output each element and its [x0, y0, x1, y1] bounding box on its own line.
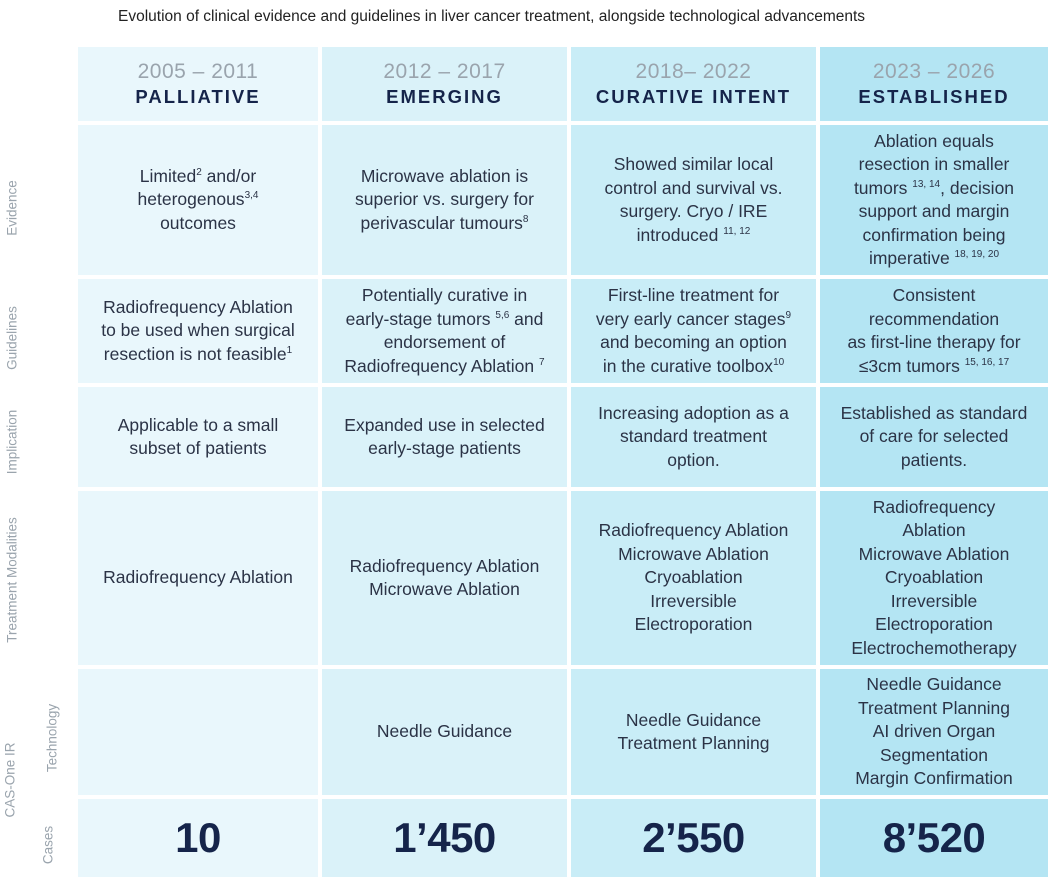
phase-label: PALLIATIVE: [135, 86, 261, 107]
line-text: patients.: [900, 449, 968, 470]
line-text: First-line treatment for: [607, 285, 780, 305]
technology-cell: [571, 669, 816, 795]
line-text: Radiofrequency Ablation: [344, 355, 539, 376]
evidence-cell: [820, 125, 1048, 275]
modalities-line: [369, 578, 520, 602]
line-text: Microwave ablation is: [360, 165, 529, 186]
line-text: Cryoablation: [644, 567, 743, 588]
evidence-line: [140, 165, 256, 189]
line-text: Margin Confirmation: [855, 768, 1013, 789]
line-text: AI driven Organ: [872, 721, 996, 742]
line-text: very early cancer stages: [595, 308, 786, 329]
guidelines-line: [596, 308, 791, 332]
guidelines-cell: [78, 279, 318, 383]
modalities-line: [103, 566, 293, 590]
row-label-guidelines: Guidelines: [4, 306, 20, 370]
row-label-cas-one-ir: CAS-One IR: [2, 742, 18, 818]
line-text: , decision: [940, 177, 1015, 198]
reference-superscript: 9: [785, 309, 792, 321]
technology-line: [617, 732, 769, 756]
modalities-line: [885, 566, 983, 590]
guidelines-line: [104, 343, 292, 367]
cases-cell: [820, 799, 1048, 877]
evidence-line: [863, 224, 1006, 248]
modalities-line: [873, 496, 996, 520]
line-text: control and survival vs.: [604, 177, 783, 198]
line-text: Consistent: [892, 285, 976, 305]
line-text: endorsement of: [383, 332, 506, 352]
reference-superscript: 13, 14: [912, 178, 941, 190]
evidence-line: [869, 247, 999, 271]
line-text: Electroporation: [875, 614, 993, 635]
line-text: Expanded use in selected: [344, 414, 545, 435]
phase-label: ESTABLISHED: [858, 86, 1010, 107]
line-text: ≤3cm tumors: [858, 355, 965, 376]
line-text: option.: [667, 449, 720, 470]
reference-superscript: 11, 12: [723, 225, 751, 237]
line-text: recommendation: [868, 308, 1000, 329]
line-text: Limited: [139, 165, 197, 186]
line-text: to be used when surgical: [101, 320, 295, 341]
reference-superscript: 15, 16, 17: [964, 356, 1010, 368]
line-text: Needle Guidance: [376, 721, 513, 742]
technology-cell: [78, 669, 318, 795]
technology-cell: [820, 669, 1048, 795]
line-text: Radiofrequency Ablation: [103, 296, 293, 317]
line-text: as first-line therapy for: [847, 332, 1021, 352]
modalities-line: [618, 543, 769, 567]
row-label-technology: Technology: [44, 703, 60, 773]
line-text: confirmation being: [862, 224, 1006, 245]
evidence-line: [355, 188, 534, 212]
reference-superscript: 18, 19, 20: [954, 249, 1000, 261]
guidelines-line: [869, 308, 999, 332]
line-text: Irreversible: [650, 590, 737, 611]
technology-line: [880, 744, 988, 768]
line-text: Radiofrequency Ablation: [103, 567, 293, 588]
column-header: [322, 47, 567, 121]
line-text: Segmentation: [880, 744, 988, 765]
guidelines-line: [859, 355, 1009, 379]
implication-cell: [322, 387, 567, 487]
period-label: 2018– 2022: [635, 60, 752, 83]
line-text: of care for selected: [859, 426, 1009, 447]
cases-count: 2’550: [642, 814, 745, 862]
line-text: Increasing adoption as a: [598, 402, 789, 423]
evidence-line: [854, 177, 1014, 201]
line-text: outcomes: [160, 212, 236, 233]
modalities-cell: [571, 491, 816, 665]
evidence-cell: [322, 125, 567, 275]
cases-count: 8’520: [882, 814, 986, 862]
technology-line: [626, 709, 761, 733]
line-text: Microwave Ablation: [618, 543, 769, 564]
technology-line: [855, 767, 1013, 791]
cases-cell: [322, 799, 567, 877]
guidelines-line: [101, 319, 295, 343]
line-text: Applicable to a small: [117, 414, 279, 435]
reference-superscript: 5,6: [495, 309, 510, 321]
cases-cell: [571, 799, 816, 877]
modalities-line: [875, 613, 993, 637]
technology-line: [866, 673, 1001, 697]
reference-superscript: 1: [286, 344, 293, 356]
implication-cell: [78, 387, 318, 487]
guidelines-cell: [820, 279, 1048, 383]
line-text: perivascular tumours: [360, 212, 523, 233]
line-text: Potentially curative in: [361, 285, 528, 305]
technology-line: [377, 720, 512, 744]
reference-superscript: 3,4: [244, 190, 259, 202]
evidence-line: [138, 188, 259, 212]
guidelines-line: [608, 284, 779, 308]
implication-line: [667, 449, 720, 473]
column-header: [820, 47, 1048, 121]
line-text: Showed similar local: [613, 154, 774, 174]
evidence-cell: [571, 125, 816, 275]
line-text: Microwave Ablation: [369, 579, 520, 599]
implication-cell: [571, 387, 816, 487]
technology-line: [858, 697, 1010, 721]
row-label-treatment-modalities: Treatment Modalities: [4, 517, 20, 643]
line-text: resection is not feasible: [103, 343, 287, 364]
guidelines-line: [103, 296, 293, 320]
modalities-line: [891, 590, 978, 614]
modalities-line: [859, 543, 1010, 567]
line-text: resection in smaller: [858, 154, 1010, 174]
implication-line: [344, 414, 544, 438]
line-text: tumors: [853, 177, 913, 198]
modalities-cell: [322, 491, 567, 665]
line-text: early-stage tumors: [345, 308, 496, 329]
line-text: and: [509, 308, 544, 329]
guidelines-line: [847, 331, 1020, 355]
guidelines-cell: [322, 279, 567, 383]
reference-superscript: 7: [539, 356, 545, 368]
evidence-line: [637, 224, 751, 248]
implication-line: [598, 402, 789, 426]
cases-count: 10: [175, 814, 221, 862]
modalities-line: [635, 613, 753, 637]
implication-line: [620, 425, 767, 449]
reference-superscript: 10: [773, 356, 785, 368]
cases-cell: [78, 799, 318, 877]
implication-line: [901, 449, 967, 473]
phase-label: EMERGING: [386, 86, 503, 107]
period-label: 2012 – 2017: [383, 60, 506, 83]
guidelines-line: [893, 284, 976, 308]
modalities-line: [599, 519, 789, 543]
line-text: superior vs. surgery for: [355, 189, 534, 210]
modalities-line: [851, 637, 1016, 661]
implication-line: [118, 414, 279, 438]
line-text: Irreversible: [890, 590, 978, 611]
line-text: Radiofrequency Ablation: [598, 520, 789, 541]
implication-line: [860, 425, 1009, 449]
modalities-line: [650, 590, 737, 614]
line-text: Needle Guidance: [866, 674, 1002, 695]
line-text: introduced: [636, 224, 724, 245]
line-text: in the curative toolbox: [602, 355, 774, 376]
line-text: Microwave Ablation: [858, 543, 1010, 564]
modalities-line: [644, 566, 742, 590]
row-label-evidence: Evidence: [4, 180, 20, 236]
guidelines-line: [384, 331, 506, 355]
line-text: support and margin: [858, 201, 1010, 221]
line-text: early-stage patients: [368, 438, 521, 458]
modalities-line: [902, 519, 965, 543]
evidence-cell: [78, 125, 318, 275]
line-text: Treatment Planning: [857, 697, 1011, 718]
line-text: standard treatment: [620, 426, 767, 447]
evidence-line: [361, 212, 529, 236]
line-text: Radiofrequency: [872, 496, 996, 517]
evidence-line: [859, 200, 1010, 224]
implication-line: [368, 437, 521, 461]
guidelines-cell: [571, 279, 816, 383]
period-label: 2023 – 2026: [872, 60, 996, 83]
line-text: Established as standard: [840, 402, 1028, 423]
guidelines-line: [362, 284, 527, 308]
line-text: subset of patients: [129, 438, 267, 458]
line-text: Ablation: [902, 520, 966, 541]
technology-line: [873, 720, 996, 744]
evidence-line: [614, 153, 774, 177]
evidence-line: [605, 177, 783, 201]
line-text: heterogenous: [137, 189, 245, 210]
reference-superscript: 8: [522, 213, 529, 225]
evidence-line: [874, 130, 994, 154]
line-text: Ablation equals: [874, 130, 994, 151]
implication-cell: [820, 387, 1048, 487]
row-label-cases: Cases: [40, 825, 56, 865]
column-header: [78, 47, 318, 121]
modalities-cell: [78, 491, 318, 665]
evidence-line: [361, 165, 528, 189]
evidence-line: [160, 212, 236, 236]
implication-line: [841, 402, 1028, 426]
line-text: Electroporation: [634, 614, 753, 635]
page-title: Evolution of clinical evidence and guidelines in liver cancer treatment, alongside technological advancements: [118, 8, 866, 25]
modalities-line: [350, 555, 540, 579]
line-text: and/or: [201, 165, 257, 186]
evidence-line: [859, 153, 1010, 177]
line-text: Treatment Planning: [617, 733, 770, 753]
reference-superscript: 2: [196, 166, 202, 178]
line-text: Electrochemotherapy: [851, 637, 1017, 658]
period-label: 2005 – 2011: [137, 60, 259, 83]
line-text: imperative: [868, 248, 955, 268]
row-label-implication: Implication: [4, 409, 20, 475]
evidence-line: [620, 200, 768, 224]
modalities-cell: [820, 491, 1048, 665]
line-text: and becoming an option: [600, 332, 787, 352]
line-text: Cryoablation: [884, 567, 984, 588]
line-text: Needle Guidance: [625, 709, 762, 730]
guidelines-line: [603, 355, 784, 379]
cases-count: 1’450: [393, 814, 496, 862]
technology-cell: [322, 669, 567, 795]
line-text: surgery. Cryo / IRE: [619, 201, 768, 221]
column-header: [571, 47, 816, 121]
line-text: Radiofrequency Ablation: [349, 555, 540, 576]
guidelines-line: [344, 355, 544, 379]
implication-line: [129, 437, 266, 461]
guidelines-line: [600, 331, 787, 355]
phase-label: CURATIVE INTENT: [595, 86, 792, 107]
guidelines-line: [346, 308, 544, 332]
